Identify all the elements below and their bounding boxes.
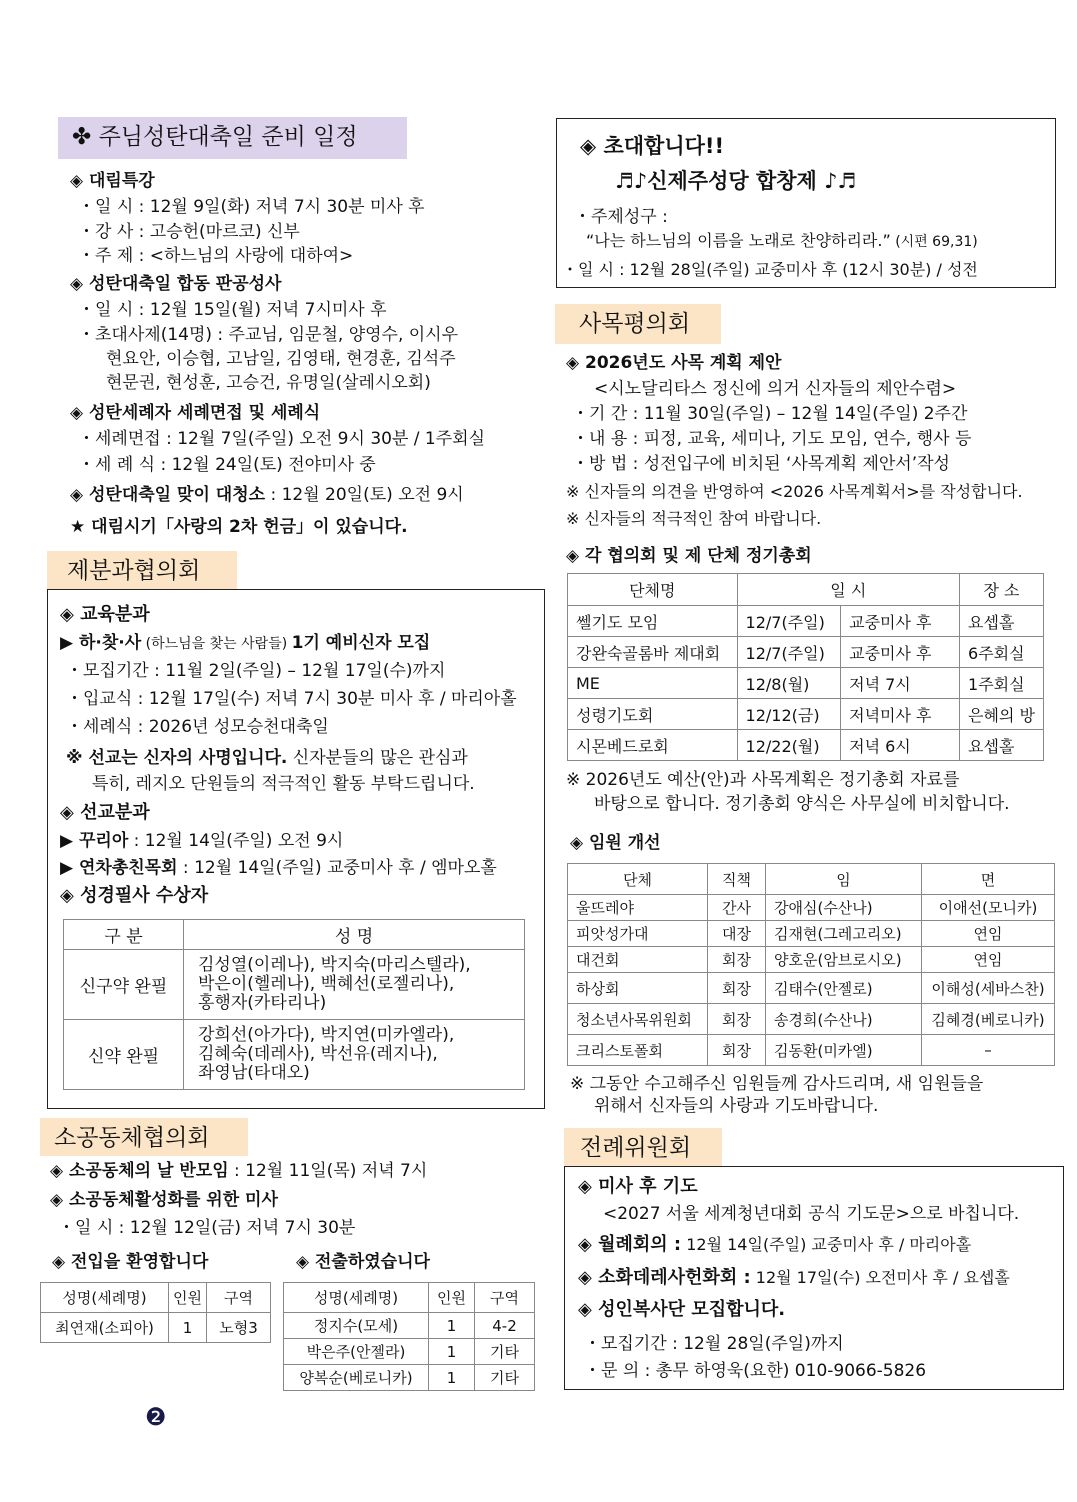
table-cell: 청소년사목위원회 bbox=[568, 1004, 708, 1035]
welcome-heading: ◈ 전입을 환영합니다 bbox=[52, 1252, 209, 1272]
choir-festival-time: ・일 시 : 12월 28일(주일) 교중미사 후 (12시 30분) / 성전 bbox=[562, 260, 978, 279]
table-cell: 정지수(모세) bbox=[284, 1313, 429, 1339]
mission-note-2: 특히, 레지오 단원들의 적극적인 활동 부탁드립니다. bbox=[92, 774, 475, 794]
table-row bbox=[568, 921, 1055, 947]
table-row bbox=[64, 1020, 525, 1090]
table-cell: 저녁 7시 bbox=[841, 668, 960, 699]
table-cell: 연임 bbox=[922, 947, 1055, 973]
table-cell: 1주회실 bbox=[960, 668, 1044, 699]
monthly-meeting-time: 12월 14일(주일) 교중미사 후 / 마리아홀 bbox=[681, 1235, 972, 1254]
table-cell: 양호운(암브로시오) bbox=[766, 947, 922, 973]
table-header: 구역 bbox=[475, 1283, 535, 1313]
table-cell: 하상회 bbox=[568, 973, 708, 1004]
table-cell: 1 bbox=[429, 1365, 475, 1391]
table-cell: 시몬베드로회 bbox=[568, 730, 738, 761]
table-cell: 노형3 bbox=[207, 1313, 271, 1343]
advent-lecture-speaker: ・강 사 : 고승헌(마르코) 신부 bbox=[78, 222, 300, 242]
table-header: 성명(세례명) bbox=[284, 1283, 429, 1313]
table-cell: 김태수(안젤로) bbox=[766, 973, 922, 1004]
table-cell: 1 bbox=[429, 1313, 475, 1339]
table-row bbox=[64, 950, 525, 1020]
table-cell: 은혜의 방 bbox=[960, 699, 1044, 730]
table-cell: 요셉홀 bbox=[960, 730, 1044, 761]
confession-time: ・일 시 : 12월 15일(월) 저녁 7시미사 후 bbox=[78, 300, 387, 320]
table-cell: 김동환(미카엘) bbox=[766, 1035, 922, 1066]
table-cell: ME bbox=[568, 668, 738, 699]
table-cell: 저녁미사 후 bbox=[841, 699, 960, 730]
table-cell-line: 김혜숙(데레사), 박선유(레지나), bbox=[198, 1044, 438, 1064]
table-header: 일 시 bbox=[737, 574, 960, 606]
table-row bbox=[568, 606, 1044, 637]
sogong-section-title: 소공동체협의회 bbox=[40, 1118, 248, 1156]
baptism-interview: ・세례면접 : 12월 7일(주일) 오전 9시 30분 / 1주회실 bbox=[78, 429, 485, 449]
table-header: 인원 bbox=[429, 1283, 475, 1313]
theme-verse-label: ・주제성구 : bbox=[574, 207, 668, 227]
theme-verse bbox=[586, 230, 978, 253]
moved-out-table bbox=[283, 1282, 535, 1391]
table-cell-line: 홍행자(카타리나) bbox=[198, 993, 327, 1013]
proposal-note-2: ※ 신자들의 적극적인 참여 바랍니다. bbox=[566, 509, 822, 528]
table-cell: 대건회 bbox=[568, 947, 708, 973]
mission-note-rest: 신자분들의 많은 관심과 bbox=[287, 748, 468, 768]
table-row bbox=[568, 973, 1055, 1004]
synodality-note: <시노달리타스 정신에 의거 신자들의 제안수렴> bbox=[594, 379, 957, 399]
proposal-method: ・방 법 : 성전입구에 비치된 ‘사목계획 제안서’작성 bbox=[572, 454, 950, 474]
community-mass-heading: ◈ 소공동체활성화를 위한 미사 bbox=[50, 1190, 278, 1210]
baptism-heading: ◈ 성탄세례자 세례면접 및 세례식 bbox=[70, 403, 321, 423]
table-cell: 간사 bbox=[708, 895, 766, 921]
table-header: 성 명 bbox=[184, 920, 525, 950]
advent-lecture-topic: ・주 제 : <하느님의 사랑에 대하여> bbox=[78, 246, 354, 266]
table-cell: 연임 bbox=[922, 921, 1055, 947]
table-header: 단체명 bbox=[568, 574, 738, 606]
baptism-ceremony: ・세 례 식 : 12월 24일(토) 전야미사 중 bbox=[78, 455, 376, 475]
table-cell: 회장 bbox=[708, 1035, 766, 1066]
table-row bbox=[568, 699, 1044, 730]
officers-note-2: 위해서 신자들의 사랑과 기도바랍니다. bbox=[594, 1096, 879, 1116]
table-cell: 12/22(월) bbox=[737, 730, 841, 761]
altar-server-contact: ・문 의 : 총무 하영욱(요한) 010-9066-5826 bbox=[584, 1361, 927, 1381]
welcome-table bbox=[40, 1282, 271, 1343]
moved-out-heading: ◈ 전출하였습니다 bbox=[296, 1252, 430, 1272]
block-meeting-label: ◈ 소공동체의 날 반모임 bbox=[50, 1161, 229, 1181]
table-header: 장 소 bbox=[960, 574, 1044, 606]
cleaning-line bbox=[70, 484, 464, 506]
cleaning-heading: ◈ 성탄대축일 맞이 대청소 bbox=[70, 485, 266, 505]
invite-heading: ◈ 초대합니다!! bbox=[580, 134, 725, 158]
flower-meeting-line bbox=[578, 1267, 1010, 1289]
theme-verse-ref: (시편 69,31) bbox=[890, 234, 978, 250]
table-cell: 성령기도회 bbox=[568, 699, 738, 730]
catechumen-recruit: 1기 예비신자 모집 bbox=[291, 633, 431, 653]
liturgy-section-title: 전례위원회 bbox=[564, 1128, 722, 1166]
advent-lecture-heading: ◈ 대림특강 bbox=[70, 171, 155, 191]
table-cell: 대장 bbox=[708, 921, 766, 947]
education-heading: ◈ 교육분과 bbox=[60, 604, 150, 625]
table-cell: 회장 bbox=[708, 973, 766, 1004]
officers-heading: ◈ 임원 개선 bbox=[570, 833, 661, 853]
table-cell: 김혜경(베로니카) bbox=[922, 1004, 1055, 1035]
table-cell: 4-2 bbox=[475, 1313, 535, 1339]
curia-line bbox=[60, 830, 343, 852]
jebun-section-title: 제분과협의회 bbox=[47, 551, 237, 589]
curia-time: : 12월 14일(주일) 오전 9시 bbox=[128, 831, 344, 851]
table-cell-line: 박은이(헬레나), 백혜선(로젤리나), bbox=[198, 974, 455, 994]
annual-gathering-label: ▶ 연차총친목회 bbox=[60, 858, 178, 878]
advent-lecture-time: ・일 시 : 12월 9일(화) 저녁 7시 30분 미사 후 bbox=[78, 197, 425, 217]
table-cell: 송경희(수산나) bbox=[766, 1004, 922, 1035]
table-cell: 요셉홀 bbox=[960, 606, 1044, 637]
table-cell: 피앗성가대 bbox=[568, 921, 708, 947]
table-cell: 울뜨레야 bbox=[568, 895, 708, 921]
annual-gathering-line bbox=[60, 857, 497, 879]
page-number: ❷ bbox=[145, 1403, 167, 1431]
advent-collection-note: ★ 대림시기「사랑의 2차 헌금」이 있습니다. bbox=[70, 517, 408, 537]
table-cell: 교중미사 후 bbox=[841, 606, 960, 637]
table-cell: 기타 bbox=[475, 1365, 535, 1391]
table-cell: 12/8(월) bbox=[737, 668, 841, 699]
table-cell: 강완숙골롬바 제대회 bbox=[568, 637, 738, 668]
table-row bbox=[284, 1339, 535, 1365]
pastoral-plan-heading: ◈ 2026년도 사목 계획 제안 bbox=[566, 353, 782, 373]
officers-table bbox=[567, 863, 1055, 1066]
table-cell: 교중미사 후 bbox=[841, 637, 960, 668]
table-row bbox=[568, 668, 1044, 699]
table-cell-line: 김성열(이레나), 박지숙(마리스텔라), bbox=[198, 955, 471, 975]
post-mass-prayer-heading: ◈ 미사 후 기도 bbox=[578, 1176, 698, 1197]
table-cell: 크리스토폴회 bbox=[568, 1035, 708, 1066]
xmas-section-title: ✤ 주님성탄대축일 준비 일정 bbox=[58, 117, 407, 159]
table-cell: 회장 bbox=[708, 1004, 766, 1035]
table-row bbox=[568, 895, 1055, 921]
general-meeting-heading: ◈ 각 협의회 및 제 단체 정기총회 bbox=[566, 546, 812, 566]
table-header: 성명(세례명) bbox=[41, 1283, 169, 1313]
baptism-date: ・세례식 : 2026년 성모승천대축일 bbox=[66, 717, 329, 737]
table-cell: 저녁 6시 bbox=[841, 730, 960, 761]
table-header: 인원 bbox=[169, 1283, 207, 1313]
annual-gathering-time: : 12월 14일(주일) 교중미사 후 / 엠마오홀 bbox=[177, 858, 497, 878]
table-cell: 신구약 완필 bbox=[64, 950, 184, 1020]
table-cell: 12/7(주일) bbox=[737, 606, 841, 637]
table-cell: 12/12(금) bbox=[737, 699, 841, 730]
confession-priests-2: 현요안, 이승협, 고남일, 김영태, 현경훈, 김석주 bbox=[106, 349, 456, 369]
table-cell: 양복순(베로니카) bbox=[284, 1365, 429, 1391]
table-row bbox=[284, 1365, 535, 1391]
proposal-content: ・내 용 : 피정, 교육, 세미나, 기도 모임, 연수, 행사 등 bbox=[572, 429, 972, 449]
table-row bbox=[41, 1313, 271, 1343]
table-row bbox=[568, 637, 1044, 668]
theme-verse-text: “나는 하느님의 이름을 노래로 찬양하리라.” bbox=[586, 231, 891, 250]
general-meeting-table bbox=[567, 573, 1044, 761]
table-header: 직책 bbox=[708, 864, 766, 895]
confession-heading: ◈ 성탄대축일 합동 판공성사 bbox=[70, 274, 282, 294]
table-cell: 신약 완필 bbox=[64, 1020, 184, 1090]
table-cell: 최연재(소피아) bbox=[41, 1313, 169, 1343]
proposal-period: ・기 간 : 11월 30일(주일) – 12월 14일(주일) 2주간 bbox=[572, 404, 968, 424]
table-header: 단체 bbox=[568, 864, 708, 895]
table-cell: 강애심(수산나) bbox=[766, 895, 922, 921]
monthly-meeting-line bbox=[578, 1234, 971, 1256]
table-row bbox=[568, 947, 1055, 973]
altar-server-period: ・모집기간 : 12월 28일(주일)까지 bbox=[584, 1334, 844, 1354]
flower-meeting-time: 12월 17일(수) 오전미사 후 / 요셉홀 bbox=[750, 1268, 1010, 1287]
table-header: 임 bbox=[766, 864, 922, 895]
mission-note-1 bbox=[66, 747, 468, 769]
community-mass-time: ・일 시 : 12월 12일(금) 저녁 7시 30분 bbox=[58, 1218, 356, 1238]
altar-server-heading: ◈ 성인복사단 모집합니다. bbox=[578, 1299, 786, 1320]
proposal-note-1: ※ 신자들의 의견을 반영하여 <2026 사목계획서>를 작성합니다. bbox=[566, 482, 1023, 501]
table-header: 구 분 bbox=[64, 920, 184, 950]
flower-meeting-label: ◈ 소화데레사헌화회 : bbox=[578, 1267, 751, 1288]
catechumen-line bbox=[60, 632, 430, 655]
table-row bbox=[568, 730, 1044, 761]
table-header: 면 bbox=[922, 864, 1055, 895]
curia-label: ▶ 꾸리아 bbox=[60, 831, 129, 851]
hachatsa-desc: (하느님을 찾는 사람들) bbox=[141, 636, 292, 652]
choir-festival-title: ♬♪신제주성당 합창제 ♪♬ bbox=[615, 169, 857, 193]
table-cell: 6주회실 bbox=[960, 637, 1044, 668]
confession-priests-3: 현문권, 현성훈, 고승건, 유명일(살레시오회) bbox=[106, 373, 431, 393]
table-cell: 기타 bbox=[475, 1339, 535, 1365]
recruit-period: ・모집기간 : 11월 2일(주일) – 12월 17일(수)까지 bbox=[66, 661, 446, 681]
hachatsa-label: ▶ 하·찾·사 bbox=[60, 633, 142, 653]
budget-note-2: 바탕으로 합니다. 정기총회 양식은 사무실에 비치합니다. bbox=[594, 794, 1010, 814]
bible-copy-heading: ◈ 성경필사 수상자 bbox=[60, 885, 209, 906]
bible-copy-table bbox=[63, 919, 525, 1090]
table-cell: 이해성(세바스찬) bbox=[922, 973, 1055, 1004]
budget-note-1: ※ 2026년도 예산(안)과 사목계획은 정기총회 자료를 bbox=[566, 770, 960, 790]
table-cell: – bbox=[922, 1035, 1055, 1066]
table-header: 구역 bbox=[207, 1283, 271, 1313]
table-cell-line: 강희선(아가다), 박지연(미카엘라), bbox=[198, 1025, 455, 1045]
entrance-ceremony: ・입교식 : 12월 17일(수) 저녁 7시 30분 미사 후 / 마리아홀 bbox=[66, 689, 517, 709]
table-cell: 회장 bbox=[708, 947, 766, 973]
post-mass-prayer: <2027 서울 세계청년대회 공식 기도문>으로 바칩니다. bbox=[603, 1204, 1020, 1224]
monthly-meeting-label: ◈ 월례회의 : bbox=[578, 1234, 682, 1255]
table-cell: 1 bbox=[429, 1339, 475, 1365]
table-cell: 쎌기도 모임 bbox=[568, 606, 738, 637]
samok-section-title: 사목평의회 bbox=[555, 304, 721, 344]
cleaning-time: : 12월 20일(토) 오전 9시 bbox=[265, 485, 464, 505]
table-cell: 1 bbox=[169, 1313, 207, 1343]
block-meeting-time: : 12월 11일(목) 저녁 7시 bbox=[228, 1161, 428, 1181]
confession-priests-1: ・초대사제(14명) : 주교님, 임문철, 양영수, 이시우 bbox=[78, 325, 459, 345]
table-row bbox=[568, 1035, 1055, 1066]
table-cell: 이애선(모니카) bbox=[922, 895, 1055, 921]
table-row bbox=[284, 1313, 535, 1339]
table-cell: 박은주(안젤라) bbox=[284, 1339, 429, 1365]
block-meeting-line bbox=[50, 1160, 427, 1182]
table-cell: 12/7(주일) bbox=[737, 637, 841, 668]
table-cell: 김재현(그레고리오) bbox=[766, 921, 922, 947]
table-row bbox=[568, 1004, 1055, 1035]
mission-note-bold: ※ 선교는 신자의 사명입니다. bbox=[66, 748, 288, 768]
table-cell-line: 좌영남(타대오) bbox=[198, 1063, 310, 1083]
officers-note-1: ※ 그동안 수고해주신 임원들께 감사드리며, 새 임원들을 bbox=[570, 1074, 984, 1094]
mission-heading: ◈ 선교분과 bbox=[60, 802, 150, 823]
